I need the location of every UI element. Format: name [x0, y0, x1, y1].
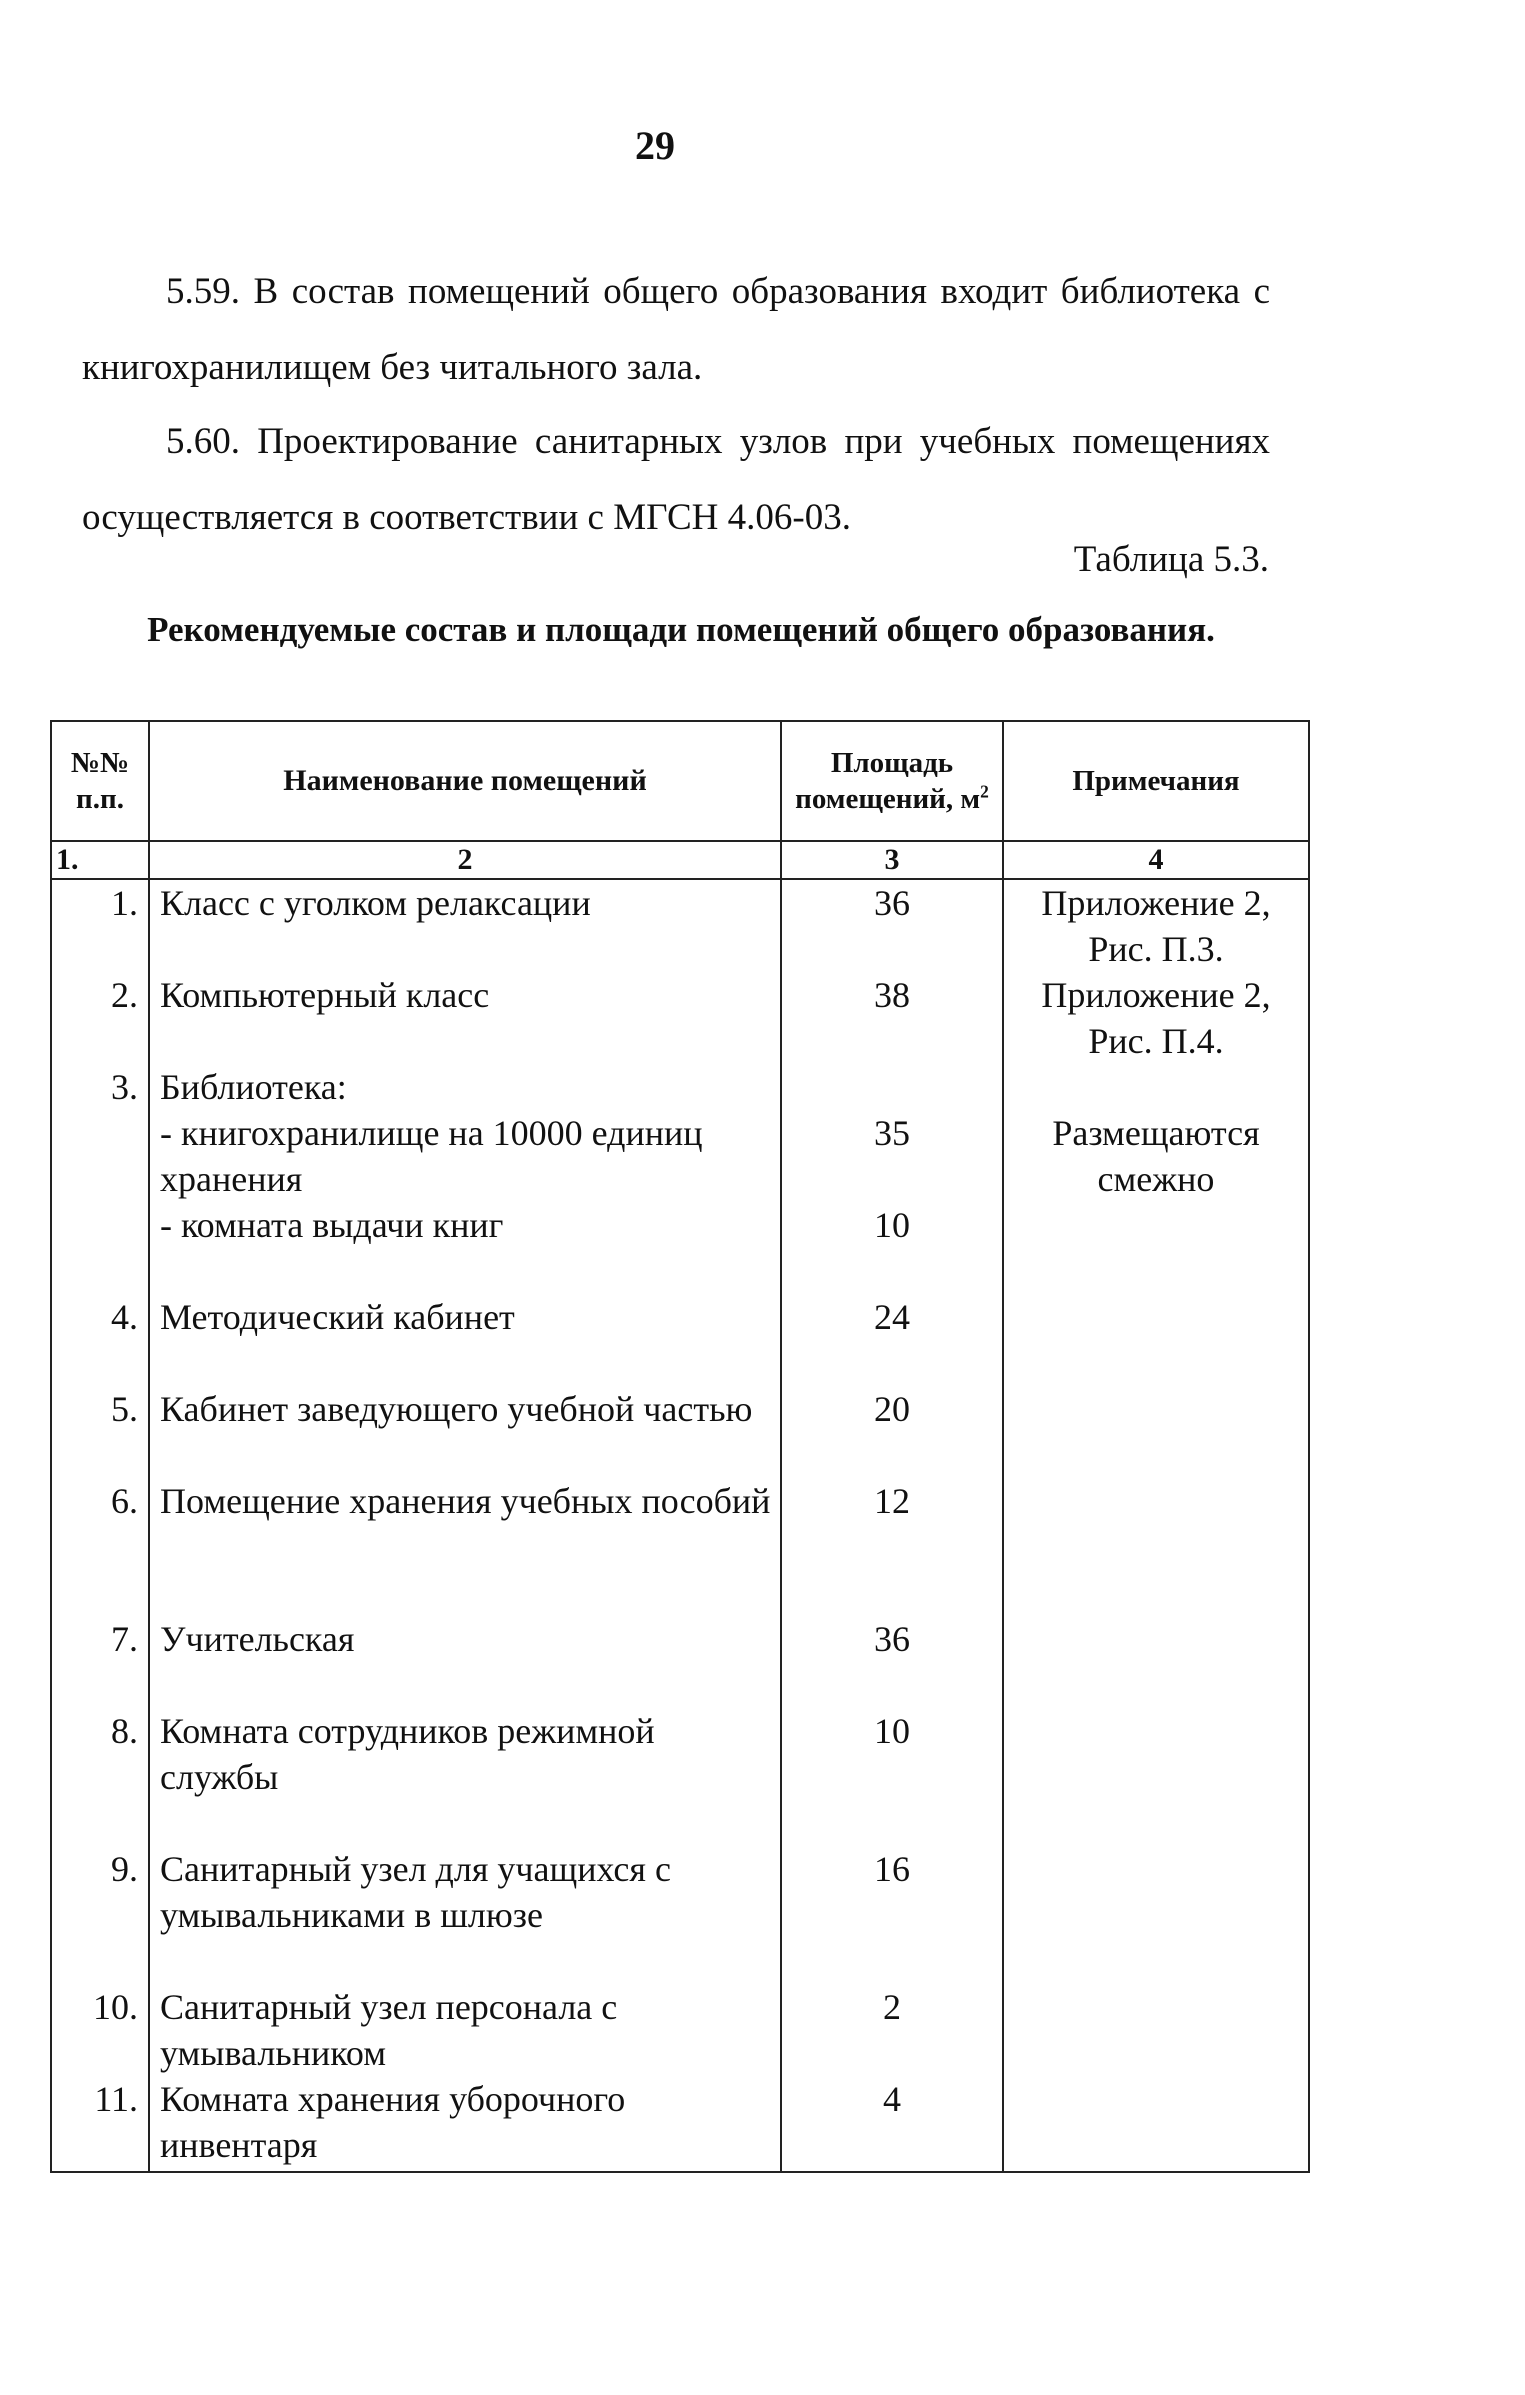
- header-name: Наименование помещений: [149, 721, 781, 841]
- row-area: 38: [781, 972, 1003, 1064]
- paragraph-5-60: 5.60. Проектирование санитарных узлов при учебных помещениях осуществляется в соответствии с МГСН 4.06-03.: [82, 421, 1270, 538]
- row-name: Учительская: [149, 1616, 781, 1708]
- table-row: [51, 1110, 1309, 1202]
- row-area: 35: [781, 1110, 1003, 1202]
- row-area: 36: [781, 879, 1003, 972]
- row-name: Комната сотрудников режимной службы: [149, 1708, 781, 1846]
- row-note: [1003, 1984, 1309, 2076]
- row-area: 24: [781, 1294, 1003, 1386]
- row-name: Помещение хранения учебных пособий: [149, 1478, 781, 1616]
- row-num: 2.: [51, 972, 149, 1064]
- row-area: 4: [781, 2076, 1003, 2172]
- row-num: 10.: [51, 1984, 149, 2076]
- row-note: [1003, 1616, 1309, 1708]
- header-num: №№ п.п.: [51, 721, 149, 841]
- rooms-table-container: [50, 720, 1308, 2173]
- column-number: 4: [1003, 841, 1309, 879]
- row-note: [1003, 1846, 1309, 1984]
- row-name: Класс с уголком релаксации: [149, 879, 781, 972]
- column-number: 2: [149, 841, 781, 879]
- row-num: 8.: [51, 1708, 149, 1846]
- row-num: [51, 1202, 149, 1294]
- row-note: [1003, 1708, 1309, 1846]
- page-number: 29: [635, 123, 675, 168]
- column-number: 3: [781, 841, 1003, 879]
- row-num: 9.: [51, 1846, 149, 1984]
- row-note: Приложение 2, Рис. П.3.: [1003, 879, 1309, 972]
- row-area: 10: [781, 1708, 1003, 1846]
- row-name: Санитарный узел для учащихся с умывальниками в шлюзе: [149, 1846, 781, 1984]
- row-num: 6.: [51, 1478, 149, 1616]
- table-title: Рекомендуемые состав и площади помещений общего образования.: [147, 610, 1215, 649]
- row-name: Кабинет заведующего учебной частью: [149, 1386, 781, 1478]
- row-area: 36: [781, 1616, 1003, 1708]
- row-area: 2: [781, 1984, 1003, 2076]
- table-row: [51, 1708, 1309, 1846]
- row-name: Санитарный узел персонала с умывальником: [149, 1984, 781, 2076]
- row-name: - книгохранилище на 10000 единиц хранения: [149, 1110, 781, 1202]
- column-numbers-row: [51, 841, 1309, 879]
- row-name: Компьютерный класс: [149, 972, 781, 1064]
- header-area-sup: 2: [980, 781, 989, 802]
- header-area: [781, 721, 1003, 841]
- row-num: [51, 1110, 149, 1202]
- row-note: [1003, 1478, 1309, 1616]
- row-note: Приложение 2, Рис. П.4.: [1003, 972, 1309, 1064]
- header-area-text: Площадь помещений, м: [795, 747, 981, 815]
- table-label: Таблица 5.3.: [1073, 539, 1269, 580]
- row-note: [1003, 1202, 1309, 1294]
- table-row: [51, 1202, 1309, 1294]
- row-num: 7.: [51, 1616, 149, 1708]
- row-num: 4.: [51, 1294, 149, 1386]
- row-name: Библиотека:: [149, 1064, 781, 1110]
- table-row: [51, 1846, 1309, 1984]
- paragraph-5-59: 5.59. В состав помещений общего образования входит библиотека с книгохранилищем без читального зала.: [82, 271, 1270, 388]
- row-note: [1003, 2076, 1309, 2172]
- table-row: [51, 879, 1309, 972]
- table-row: [51, 1064, 1309, 1110]
- rooms-table: [50, 720, 1310, 2173]
- row-area: 20: [781, 1386, 1003, 1478]
- table-row: [51, 1294, 1309, 1386]
- row-name: - комната выдачи книг: [149, 1202, 781, 1294]
- row-num: 5.: [51, 1386, 149, 1478]
- table-body: [51, 879, 1309, 2172]
- table-row: [51, 1478, 1309, 1616]
- row-note: [1003, 1386, 1309, 1478]
- table-row: [51, 1616, 1309, 1708]
- row-area: 12: [781, 1478, 1003, 1616]
- table-row: [51, 1984, 1309, 2076]
- table-header-row: [51, 721, 1309, 841]
- row-note: [1003, 1294, 1309, 1386]
- row-area: [781, 1064, 1003, 1110]
- table-row: [51, 1386, 1309, 1478]
- table-row: [51, 972, 1309, 1064]
- header-notes: Примечания: [1003, 721, 1309, 841]
- row-name: Методический кабинет: [149, 1294, 781, 1386]
- row-num: 1.: [51, 879, 149, 972]
- row-area: 10: [781, 1202, 1003, 1294]
- row-note: Размещаются смежно: [1003, 1110, 1309, 1202]
- table-row: [51, 2076, 1309, 2172]
- row-note: [1003, 1064, 1309, 1110]
- row-num: 3.: [51, 1064, 149, 1110]
- row-area: 16: [781, 1846, 1003, 1984]
- row-num: 11.: [51, 2076, 149, 2172]
- row-name: Комната хранения уборочного инвентаря: [149, 2076, 781, 2172]
- column-number: 1.: [51, 841, 149, 879]
